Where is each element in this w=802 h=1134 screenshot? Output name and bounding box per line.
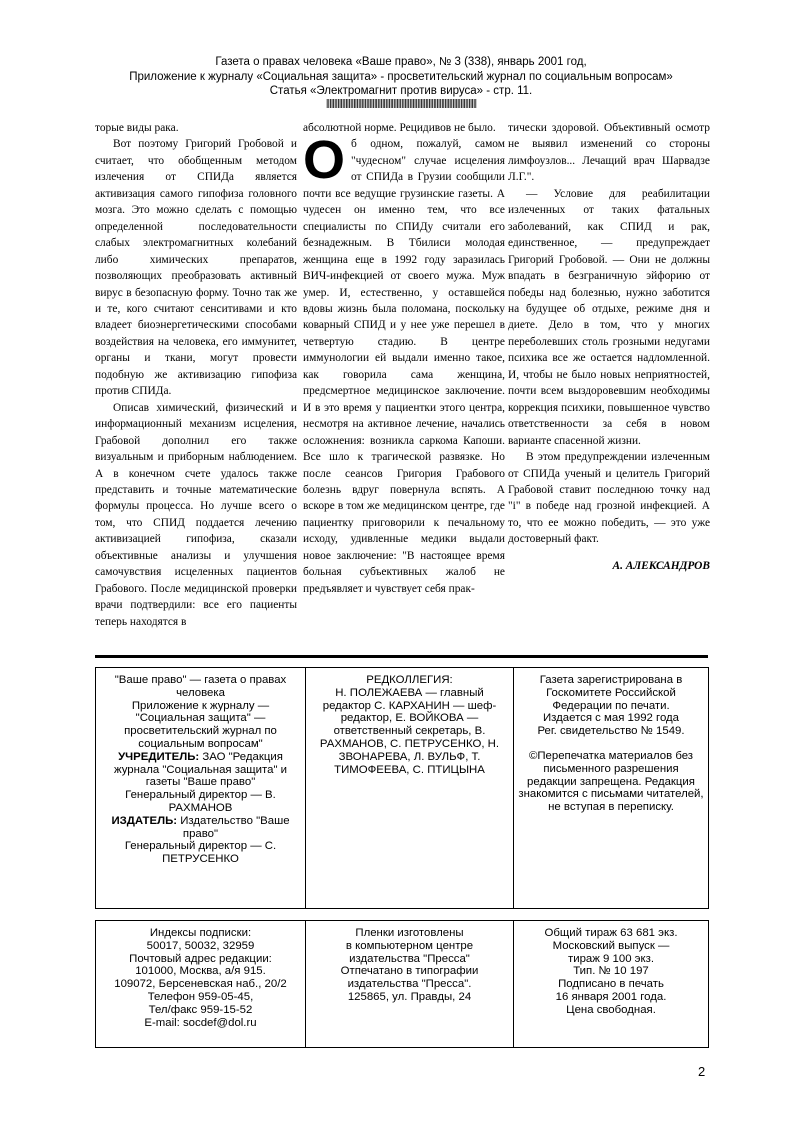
drop-cap: О [303, 130, 346, 191]
imprint-line: 50017, 50032, 32959 [146, 939, 255, 952]
article-column-3 [508, 120, 710, 574]
imprint-line: издательства "Пресса". [347, 978, 472, 991]
imprint-line: Отпечатано в типографии [340, 965, 479, 978]
publisher-info [96, 668, 305, 908]
imprint-line: тираж 9 100 экз. [567, 952, 654, 965]
circulation-info [513, 921, 708, 1047]
paragraph: Описав химический, физический и информационный механизм исцеления, Грабовой дополнил его также визуальным и приборным наблюдением. А в конечном счете удалось также представить и точные математические формулы процесса. Но лучше всего о том, что СПИД поддается лечению активизацией гипофиза, сказали объективные анализы и улучшения самочувствия исцеленных пациентов Грабового. После медицинской проверки врачи подтвердили: все его пациенты теперь находятся в [95, 401, 297, 628]
paragraph [303, 130, 505, 597]
imprint-line: Тип. № 10 197 [573, 965, 649, 978]
founder-text: ЗАО "Редакция журнала "Социальная защита" и газеты "Ваше право" [113, 750, 288, 789]
copyright-notice: ©Перепечатка материалов без письменного разрешения редакции запрещена. Редакция знакомится с письмами читателей, не вступая в переписку. [518, 749, 704, 814]
imprint-line: Издается с мая 1992 года [542, 712, 680, 725]
editorial-board-title: РЕДКОЛЛЕГИЯ: [366, 674, 453, 686]
paragraph: тически здоровой. Объективный осмотр не выявил изменений со стороны лимфоузлов... Лечащий врач Шарвадзе Л.Г.". [508, 122, 710, 184]
imprint-line: 109072, Берсеневская наб., 20/2 [114, 978, 287, 991]
imprint-line: Цена свободная. [566, 1003, 656, 1016]
imprint-line: "Ваше право" — газета о правах человека [114, 674, 287, 699]
founder-line [100, 751, 301, 789]
printing-info [305, 921, 513, 1047]
running-header [90, 55, 712, 109]
publisher-label: ИЗДАТЕЛЬ: [111, 814, 178, 827]
imprint-line: Рег. свидетельство № 1549. [537, 725, 685, 738]
header-line-3: Статья «Электромагнит против вируса» - стр. 11. [269, 85, 533, 97]
editorial-board [305, 668, 513, 908]
paragraph: торые виды рака. [95, 122, 179, 134]
email-line: E-mail: socdef@dol.ru [144, 1016, 257, 1029]
imprint-line: Индексы подписки: [149, 927, 252, 939]
editorial-board-members: Н. ПОЛЕЖАЕВА — главный редактор С. КАРХАНИН — шеф-редактор, Е. ВОЙКОВА — ответственный секретарь, В. РАХМАНОВ, С. ПЕТРУСЕНКО, Н. ЗВОНАРЕВА, Л. ВУЛЬФ, Т. ТИМОФЕЕВА, С. ПТИЦЫНА [319, 686, 500, 776]
imprint-line: Пленки изготовлены [355, 927, 464, 939]
subscription-info [96, 921, 305, 1047]
imprint-line: 101000, Москва, а/я 915. [135, 965, 266, 978]
imprint-line: Почтовый адрес редакции: [129, 952, 272, 965]
imprint-line: издательства "Пресса" [349, 952, 470, 965]
imprint-line: Газета зарегистрирована в Госкомитете Российской Федерации по печати. [539, 674, 683, 712]
page-number: 2 [698, 1064, 706, 1079]
paragraph: — Условие для реабилитации излеченных от таких фатальных заболеваний, как СПИД и рак, единственное, — предупреждает Григорий Гробовой. — Они не должны впадать в безграничную эйфорию от победы над болезнью, нужно заботится на будущее об отдыхе, режиме дня и диете. Дело в том, что у многих переболевших столь грозными недугами психика все же остается надломленной. И, чтобы не было новых неприятностей, почти всем выздоровевшим необходимы коррекция психики, повышенное чувство ответственности за себя в новом варианте спасенной жизни. [508, 187, 710, 447]
paragraph: абсолютной норме. Рецидивов не было. [303, 122, 496, 134]
imprint-line: Общий тираж 63 681 экз. [544, 927, 678, 939]
imprint-line: Генеральный директор — С. ПЕТРУСЕНКО [124, 840, 277, 866]
publisher-text: Издательство "Ваше право" [177, 814, 290, 840]
imprint-box-1 [95, 667, 709, 909]
imprint-line: Тел/факс 959-15-52 [148, 1003, 253, 1016]
imprint-line: в компьютерном центре [345, 939, 474, 952]
paragraph: Вот поэтому Григорий Гробовой и считает, что обобщенным методом излечения от СПИДа является активизация самого гипофиза головного мозга. Это можно сделать с помощью определенной последовательности слабых электромагнитных колебаний либо химических препаратов, позволяющих преобразовать активный вирус в безопасную форму. Точно так же и те, кого считают сенситивами и кто владеет биоэнергетическими способами воздействия на человека, его иммунитет, органы и ткани, могут провести подобную же активизацию гипофиза против СПИДа. [95, 138, 297, 398]
imprint-line: Московский выпуск — [552, 939, 670, 952]
founder-label: УЧРЕДИТЕЛЬ: [118, 750, 200, 763]
header-line-2: Приложение к журналу «Социальная защита» - просветительский журнал по социальным вопросам» [129, 70, 673, 83]
article-column-2 [303, 120, 505, 597]
publisher-line [100, 815, 301, 841]
paragraph-text: б одном, пожалуй, самом "чудесном" случае исцеления от СПИДа в Грузии сообщили почти все ведущие грузинские газеты. А чудесен он именно тем, что все специалисты по СПИДу считали его безнадежным. В Тбилиси молодая женщина еще в 1992 году заразилась ВИЧ-инфекцией от своего мужа. Муж умер. И, естественно, у оставшейся вдовы жизнь была поломана, поскольку коварный СПИД и у нее уже перешел в четвертую стадию. В центре иммунологии ей выдали именно такое, как говорила сама женщина, предсмертное медицинское заключение. И в это время у пациентки этого центра, несмотря на активное лечение, начались осложнения: возникла саркома Капоши. Все шло к трагической развязке. Но после сеансов Григория Грабового болезнь вдруг повернула вспять. А вскоре в том же медицинском центре, где пациентку приговорили к печальному исходу, удивленные медики выдали новое заключение: "В настоящее время больная субъективных жалоб не предъявляет и чувствует себя прак- [303, 138, 505, 595]
imprint-box-2 [95, 920, 709, 1048]
header-line-1: Газета о правах человека «Ваше право», № 3 (338), январь 2001 год, [215, 56, 587, 68]
imprint-line: Генеральный директор — В. РАХМАНОВ [125, 789, 276, 814]
divider-rule [95, 655, 708, 658]
header-bars: |||||||||||||||||||||||||||||||||||||||||||||||||||||||||||||||||||||||||||||||||||||||||||||| [325, 98, 477, 109]
article-column-1 [95, 120, 297, 630]
paragraph: В этом предупреждении излеченным от СПИДа ученый и целитель Григорий Грабовой ставит последнюю точку над "i" в победе над грозной инфекцией. А то, что ее можно победить, — это уже достоверный факт. [508, 451, 710, 546]
author-signature: А. АЛЕКСАНДРОВ [612, 559, 710, 572]
registration-info [513, 668, 708, 908]
imprint-line: 125865, ул. Правды, 24 [347, 990, 472, 1003]
imprint-line: Телефон 959-05-45, [147, 990, 254, 1003]
imprint-line: Подписано в печать [558, 978, 664, 991]
imprint-line: 16 января 2001 года. [555, 990, 667, 1003]
imprint-line: Приложение к журналу — "Социальная защита" — просветительский журнал по социальным вопросам" [124, 699, 277, 750]
